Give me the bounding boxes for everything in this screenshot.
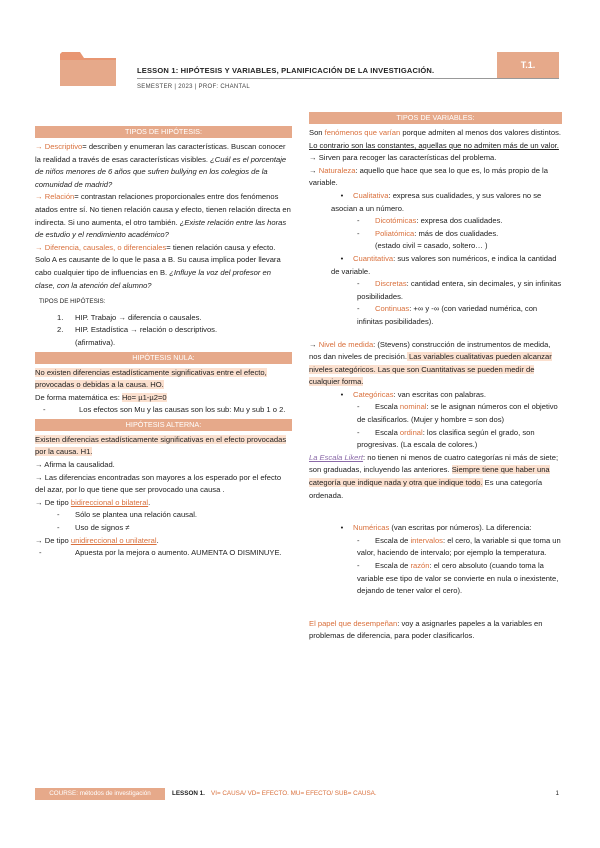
razon-item: - Escala de razón: el cero absoluto (cuando toma la variable ese tipo de valor se convierte en nula o inexistente, dejando de tener valor el cero). — [357, 561, 559, 596]
lesson-title: LESSON 1: HIPÓTESIS Y VARIABLES, PLANIFICACIÓN DE LA INVESTIGACIÓN. — [137, 66, 435, 75]
hip-item-1: 1. HIP. Trabajo → diferencia o causales. — [57, 312, 202, 322]
section-bar-tipos-variables: TIPOS DE VARIABLES: — [309, 112, 562, 124]
formula-line: De forma matemática es: Ho= µ1-µ2=0 — [35, 392, 167, 402]
tipos-hipotesis-subhead: TIPOS DE HIPÓTESIS: — [39, 298, 106, 306]
poliatomica-item: - Poliatómica: más de dos cualidades. — [357, 228, 499, 238]
papel-paragraph: El papel que desempeñan: voy a asignarles papeles a la variables en problemas de diferencia, para poder clasificarlos. — [309, 618, 543, 641]
likert-paragraph: La Escala Likert: no tienen ni menos de cuatro categorías ni más de siete; son graduadas, incluyendo las anteriores. Siempre tiene que haber una categoría que indique nada y otra que indique todo. Es una categoría ordenada. — [309, 452, 559, 500]
footer-course: COURSE: métodos de investigación — [35, 788, 165, 800]
relacion-paragraph: → Relación= contrastan relaciones proporcionales entre dos fenómenos atados entre sí. No tienen relación causa y efecto, tienen relación directa en indirecta. Si uno aumenta, el otro también. ¿Existe relación entre las horas de estudio y el rendimiento académico? — [35, 192, 291, 240]
relacion-term: Relación — [44, 192, 75, 202]
diferencia-term: Diferencia, causales, o diferenciales — [44, 242, 167, 252]
papel-term: El papel que desempeñan — [309, 618, 398, 628]
descriptivo-paragraph: → Descriptivo= describen y enumeran las características. Buscan conocer la realidad a través de esas características visibles. ¿Cuál es el porcentaje de niños menores de 6 años que sufren bullying en los colegios de la comunidad de madrid? — [35, 142, 287, 189]
folder-icon — [58, 48, 118, 88]
hip-item-3: (afirmativa). — [75, 337, 116, 347]
continuas-item: - Continuas: +∞ y -∞ (con variedad numérica, con infinitas posibilidades). — [357, 304, 538, 326]
left-column — [35, 124, 292, 560]
footer — [35, 788, 559, 800]
alterna-line-2: → Las diferencias encontradas son mayores a los esperado por el efecto del azar, por lo que tiene que ser provocado una causa . — [35, 472, 282, 495]
likert-term: La Escala Likert — [309, 452, 364, 462]
cuantitativa-item: • Cuantitativa: sus valores son numéricos, e indica la cantidad de variable. — [331, 253, 557, 276]
variables-intro: Son fenómenos que varían porque admiten al menos dos valores distintos. Lo contrario son las constantes, aquellas que no admiten más de un valor. — [309, 128, 562, 150]
nivel-medida-paragraph: → Nivel de medida: (Stevens) construcción de instrumentos de medida, nos dan niveles de precisión. Las variables cualitativas pueden alcanzar niveles categóricos. Las que son Cuantitativas se pueden medir de cualquier forma. — [309, 339, 552, 387]
unidireccional-term: unidireccional o unilateral — [70, 535, 157, 545]
tag-box: T.1. — [497, 52, 559, 78]
descriptivo-term: Descriptivo — [44, 142, 83, 151]
bi-item-2: - Uso de signos ≠ — [57, 523, 130, 533]
poliatomica-example: (estado civil = casado, soltero… ) — [375, 241, 488, 251]
bidireccional-term: bidireccional o bilateral — [70, 497, 149, 507]
discretas-item: - Discretas: cantidad entera, sin decimales, y sin infinitas posibilidades. — [357, 279, 562, 301]
section-bar-hipotesis-nula: HIPÓTESIS NULA: — [35, 352, 292, 364]
section-bar-tipos-hipotesis: TIPOS DE HIPÓTESIS: — [35, 126, 292, 138]
alterna-paragraph: Existen diferencias estadísticamente significativas en el efecto provocadas por la causa. H1. — [35, 434, 287, 457]
fenomenos-term: fenómenos que varían — [324, 128, 401, 137]
bi-item-1: - Sólo se plantea una relación causal. — [57, 510, 198, 520]
page-number: 1 — [555, 790, 559, 797]
right-column — [309, 110, 562, 643]
intervalos-item: - Escala de intervalos: el cero, la variable si que toma un valor, haciendo de intervalo; por ejemplo la temperatura. — [357, 535, 561, 558]
naturaleza-term: Naturaleza — [318, 165, 356, 175]
alterna-line-1: → Afirma la causalidad. — [35, 460, 115, 470]
nula-paragraph: No existen diferencias estadísticamente significativas entre el efecto, provocadas o debidas a la causa. HO. — [35, 367, 267, 390]
uni-item-1: - Apuesta por la mejora o aumento. AUMENTA O DISMINUYE. — [39, 548, 282, 558]
footer-abbreviations: VI= CAUSA/ VD= EFECTO. MU= EFECTO/ SUB= CAUSA. — [211, 790, 377, 797]
nula-bullet: - Los efectos son Mu y las causas son los sub: Mu y sub 1 o 2. — [43, 405, 286, 415]
footer-lesson: LESSON 1. — [172, 790, 205, 797]
bidireccional-line: → De tipo bidireccional o bilateral. — [35, 497, 151, 507]
sirven-line: → Sirven para recoger las características del problema. — [309, 153, 497, 163]
section-bar-hipotesis-alterna: HIPÓTESIS ALTERNA: — [35, 419, 292, 431]
nominal-item: - Escala nominal: se le asignan números con el objetivo de clasificarlos. (Mujer y hombre = son dos) — [357, 402, 558, 425]
categoricas-item: • Categóricas: van escritas con palabras. — [340, 389, 486, 399]
numericas-item: • Numéricas (van escritas por números). La diferencia: — [340, 523, 532, 533]
semester-line: SEMESTER | 2023 | PROF: CHANTAL — [137, 84, 250, 90]
nivel-medida-term: Nivel de medida — [318, 339, 374, 349]
dicotomicas-item: - Dicotómicas: expresa dos cualidades. — [357, 216, 503, 226]
unidireccional-line: → De tipo unidireccional o unilateral. — [35, 535, 159, 545]
diferencia-paragraph: → Diferencia, causales, o diferenciales= tienen relación causa y efecto. Solo A es causante de lo que le pasa a B. Su causa implica poder llevara cabo cualquier tipo de influencias en B. ¿Influye la voz del profesor en clase, con la atención del alumno? — [35, 242, 281, 290]
hip-item-2: 2. HIP. Estadística → relación o descriptivos. — [57, 325, 218, 335]
cualitativa-item: • Cualitativa: expresa sus cualidades, y sus valores no se asocian a un número. — [331, 190, 542, 213]
ordinal-item: - Escala ordinal: los clasifica según el grado, son progresivas. (La escala de colores.) — [357, 427, 535, 450]
title-divider — [137, 78, 559, 79]
naturaleza-line: → Naturaleza: aquello que hace que sea lo que es, lo más propio de la variable. — [309, 165, 548, 188]
